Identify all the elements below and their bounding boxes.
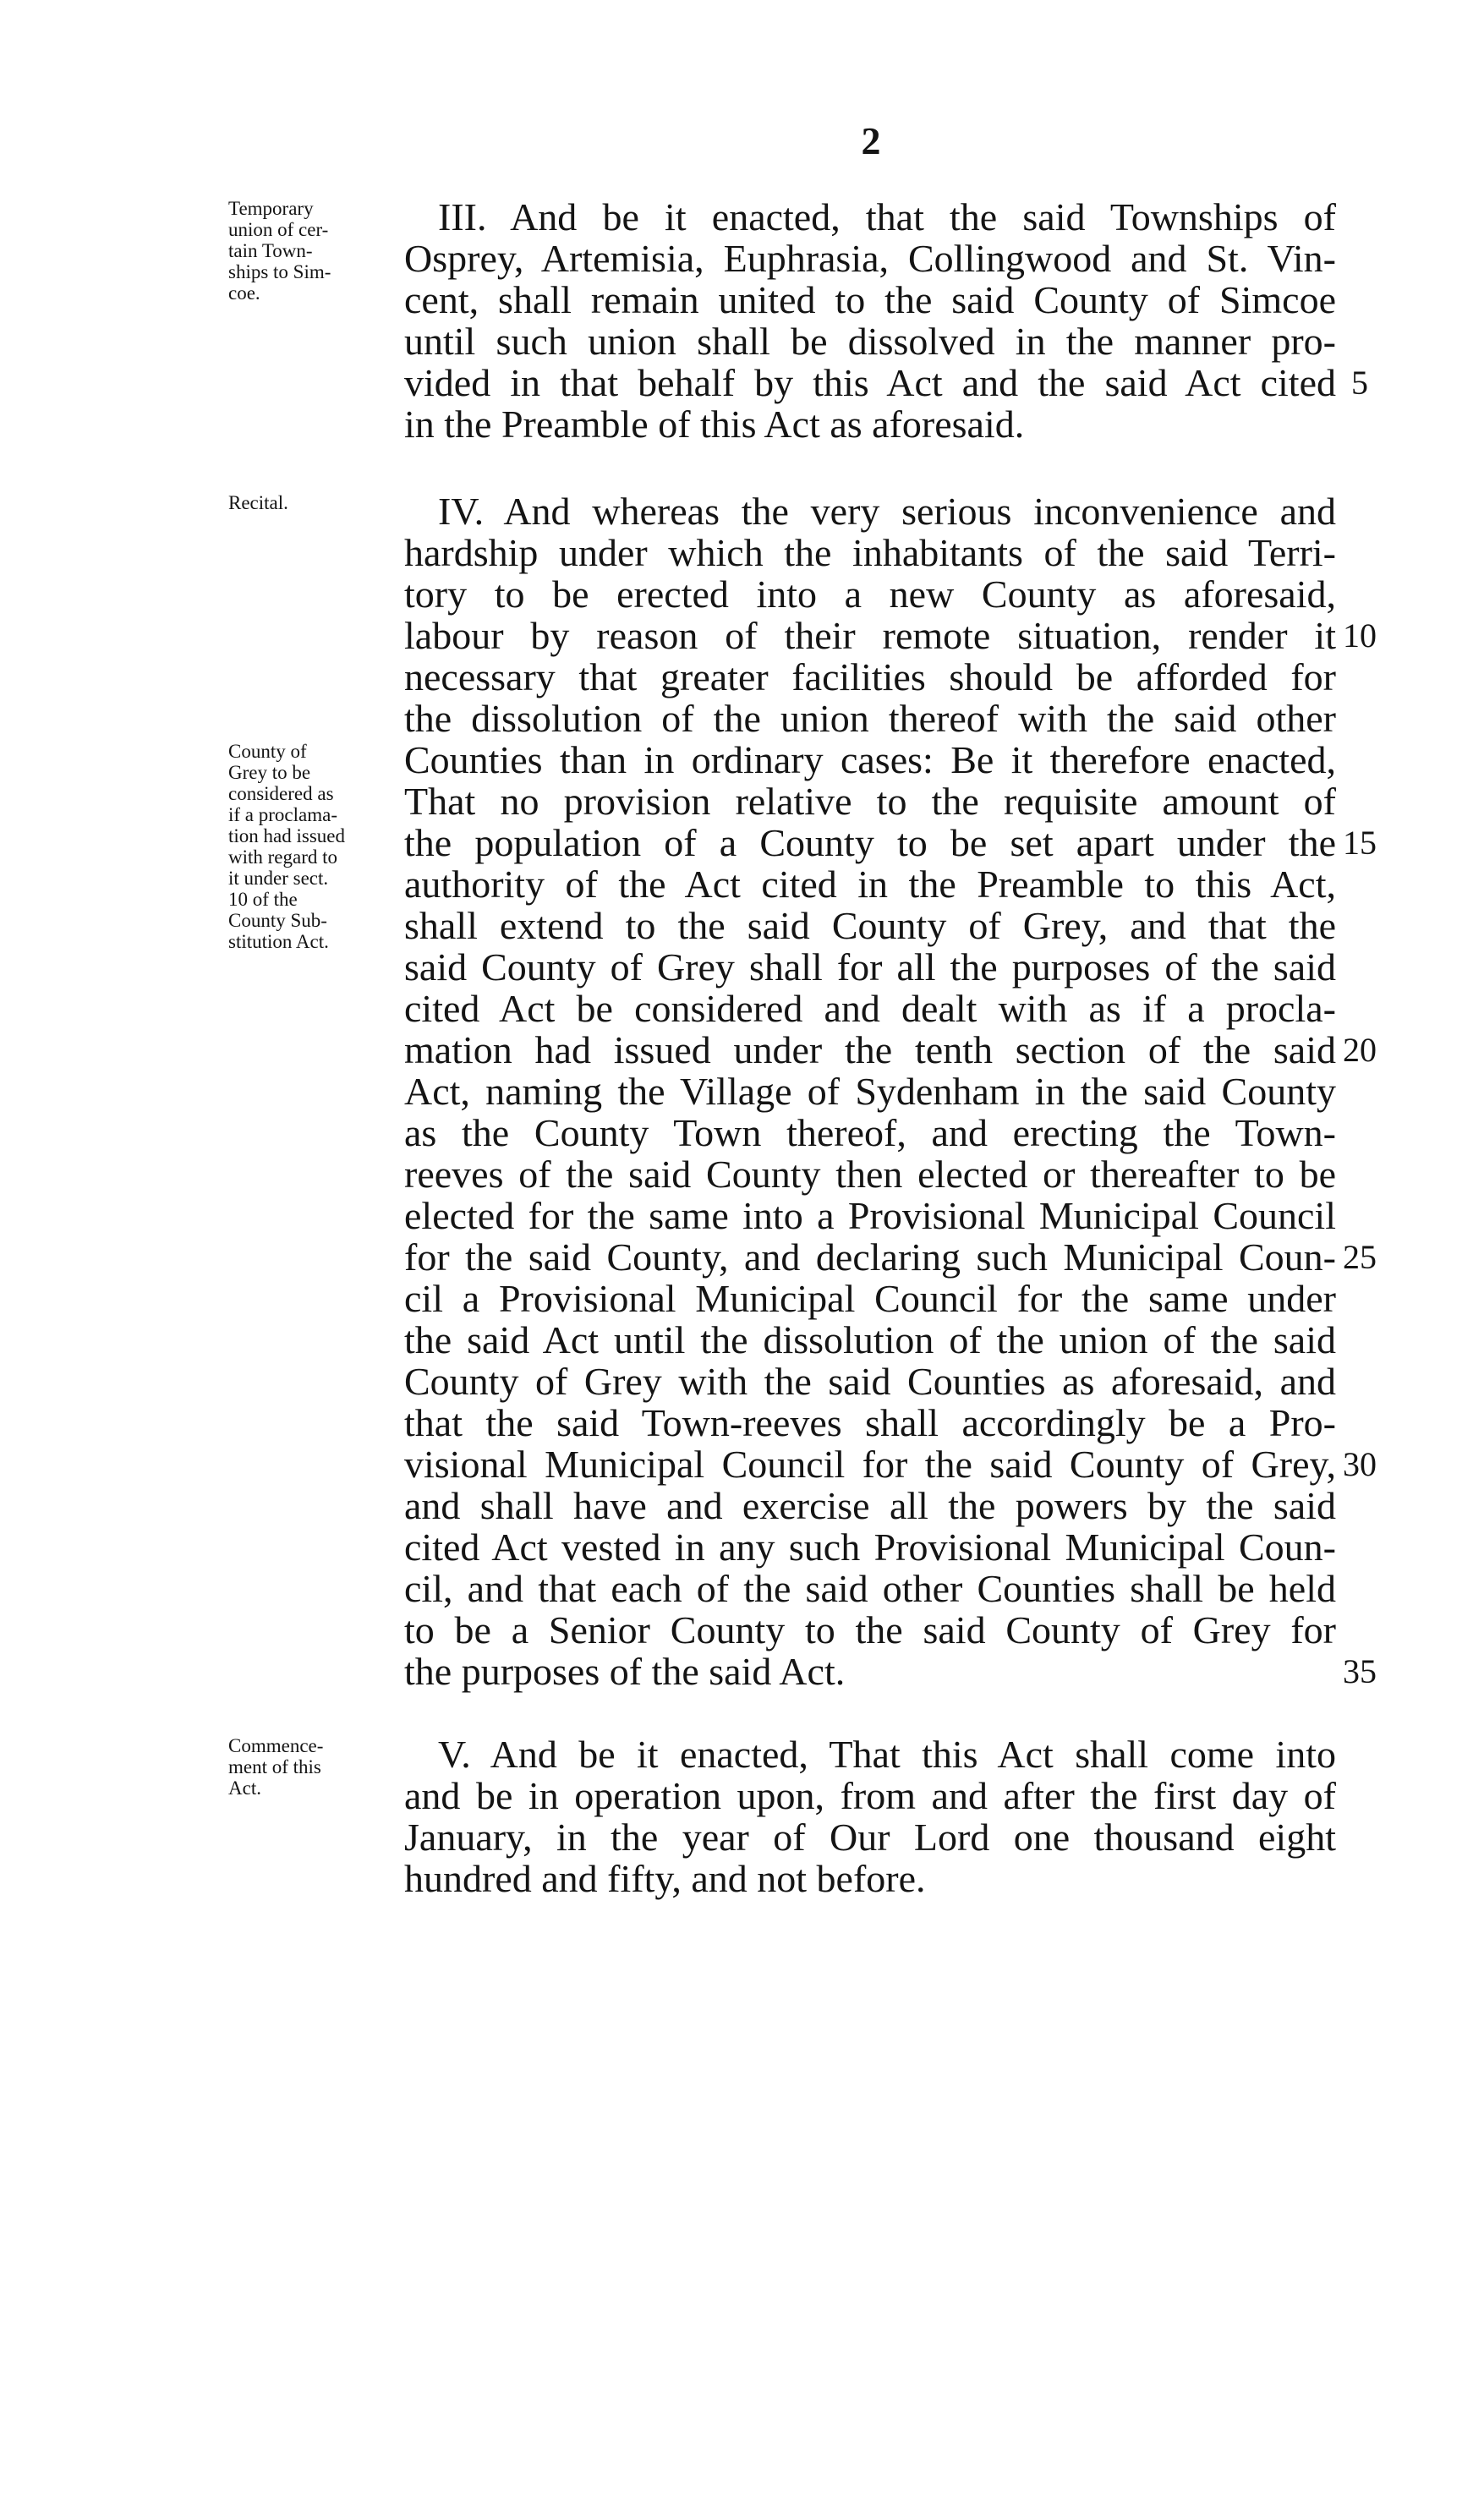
line-text: until such union shall be dissolved in the manner pro- [404, 320, 1336, 363]
line-text: the population of a County to be set apart under the [404, 821, 1336, 864]
text-line [404, 946, 1336, 988]
line-text: hundred and fifty, and not before. [404, 1857, 926, 1900]
line-text: the dissolution of the union thereof with the said other [404, 697, 1336, 740]
line-text: in the Preamble of this Act as aforesaid. [404, 403, 1025, 446]
text-line [404, 1235, 1377, 1279]
line-text: to be a Senior County to the said County of Grey for [404, 1608, 1336, 1651]
margin-note-line: County Sub- [228, 910, 327, 931]
margin-note-line: 10 of the [228, 889, 298, 910]
line-number: 20 [1343, 1031, 1377, 1069]
line-text: Counties than in ordinary cases: Be it therefore enacted, [404, 738, 1336, 781]
margin-note-line: it under sect. [228, 868, 329, 889]
line-text: shall extend to the said County of Grey, and that the [404, 904, 1336, 947]
text-line [404, 1071, 1336, 1112]
line-text: cil a Provisional Municipal Council for the same under [404, 1277, 1336, 1320]
line-text: visional Municipal Council for the said County of Grey, [404, 1443, 1336, 1486]
text-line [404, 1112, 1336, 1153]
text-line [404, 1858, 1336, 1899]
text-line [404, 656, 1336, 698]
text-line [404, 1153, 1336, 1195]
margin-note-line: if a proclama- [228, 804, 337, 825]
text-line [404, 1650, 1377, 1693]
line-text: and shall have and exercise all the powers by the said [404, 1484, 1336, 1527]
line-text: cited Act be considered and dealt with as if a procla- [404, 987, 1336, 1030]
line-text: cent, shall remain united to the said County of Simcoe [404, 278, 1336, 321]
section-v-paragraph [404, 1733, 1336, 1899]
text-line [404, 361, 1368, 404]
margin-note-county-of-grey [228, 741, 381, 952]
text-line [404, 1361, 1336, 1402]
line-text: reeves of the said County then elected or thereafter to be [404, 1153, 1336, 1196]
line-text: January, in the year of Our Lord one thousand eight [404, 1816, 1336, 1859]
text-line [404, 238, 1336, 279]
line-number: 10 [1343, 616, 1377, 655]
margin-note-line: union of cer- [228, 219, 329, 240]
text-line [404, 739, 1336, 780]
margin-note-line: County of [228, 741, 307, 762]
line-text: Act, naming the Village of Sydenham in the said County [404, 1070, 1336, 1113]
line-text: Osprey, Artemisia, Euphrasia, Collingwood and St. Vin- [404, 237, 1336, 280]
margin-note-line: Grey to be [228, 762, 311, 783]
line-text: tory to be erected into a new County as aforesaid, [404, 572, 1336, 616]
margin-note-commencement [228, 1735, 381, 1799]
line-text: County of Grey with the said Counties as aforesaid, and [404, 1360, 1336, 1403]
line-text: that the said Town-reeves shall accordingly be a Pro- [404, 1401, 1336, 1444]
margin-note-temporary-union [228, 198, 381, 304]
text-line [404, 490, 1336, 532]
margin-note-line: coe. [228, 282, 260, 304]
margin-note-line: with regard to [228, 846, 338, 868]
line-text: mation had issued under the tenth section of the said [404, 1028, 1336, 1071]
text-line [404, 821, 1377, 864]
text-line [404, 1485, 1336, 1526]
margin-note-line: Commence- [228, 1735, 324, 1756]
text-line [404, 320, 1336, 362]
text-line [404, 1278, 1336, 1319]
margin-note-line: tion had issued [228, 825, 345, 846]
text-line [404, 1443, 1377, 1486]
text-line [404, 1609, 1336, 1651]
page-number: 2 [861, 119, 881, 162]
text-line [404, 1195, 1336, 1236]
line-text: That no provision relative to the requisite amount of [404, 780, 1336, 823]
text-line [404, 1568, 1336, 1609]
margin-note-line: tain Town- [228, 240, 313, 261]
line-number: 35 [1343, 1652, 1377, 1690]
line-text: for the said County, and declaring such Municipal Coun- [404, 1235, 1336, 1279]
margin-note-recital [228, 492, 381, 513]
line-text: and be in operation upon, from and after the first day of [404, 1774, 1336, 1817]
margin-note-line: ment of this [228, 1756, 321, 1777]
line-text: necessary that greater facilities should be afforded for [404, 655, 1336, 698]
line-text: elected for the same into a Provisional Municipal Council [404, 1194, 1336, 1237]
line-text: cil, and that each of the said other Counties shall be held [404, 1567, 1336, 1610]
text-line [404, 1775, 1336, 1816]
margin-note-line: stitution Act. [228, 931, 329, 952]
text-line [404, 196, 1336, 238]
line-text: IV. And whereas the very serious inconvenience and [438, 490, 1336, 533]
text-line [404, 1733, 1336, 1775]
line-text: V. And be it enacted, That this Act shall come into [438, 1733, 1336, 1776]
section-iv-paragraph [404, 490, 1377, 1693]
line-number: 25 [1343, 1238, 1377, 1276]
margin-note-line: considered as [228, 783, 334, 804]
section-iii-paragraph [404, 195, 1368, 446]
text-line [404, 1028, 1377, 1071]
line-text: cited Act vested in any such Provisional Municipal Coun- [404, 1525, 1336, 1569]
margin-note-line: ships to Sim- [228, 261, 331, 282]
text-line [404, 1319, 1336, 1361]
text-line [404, 403, 1336, 445]
text-line [404, 1816, 1336, 1858]
text-line [404, 988, 1336, 1029]
text-line [404, 532, 1336, 573]
margin-note-line: Act. [228, 1777, 261, 1799]
line-number: 30 [1343, 1445, 1377, 1483]
text-line [404, 1526, 1336, 1568]
line-text: authority of the Act cited in the Preamble to this Act, [404, 863, 1336, 906]
line-text: as the County Town thereof, and erecting the Town- [404, 1111, 1336, 1154]
text-line [404, 698, 1336, 739]
text-line [404, 573, 1336, 615]
text-line [404, 863, 1336, 905]
line-text: said County of Grey shall for all the purposes of the said [404, 945, 1336, 989]
line-text: hardship under which the inhabitants of the said Terri- [404, 531, 1336, 574]
text-line [404, 780, 1336, 822]
text-line [404, 279, 1336, 320]
text-line [404, 614, 1377, 657]
line-text: III. And be it enacted, that the said Townships of [438, 195, 1336, 238]
line-text: vided in that behalf by this Act and the said Act cited [404, 361, 1336, 404]
text-line [404, 905, 1336, 946]
margin-note-line: Recital. [228, 492, 288, 513]
line-text: the said Act until the dissolution of the union of the said [404, 1318, 1336, 1361]
line-text: the purposes of the said Act. [404, 1650, 846, 1693]
text-line [404, 1402, 1336, 1443]
margin-note-line: Temporary [228, 198, 314, 219]
line-text: labour by reason of their remote situation, render it [404, 614, 1336, 657]
line-number: 5 [1351, 364, 1368, 402]
line-number: 15 [1343, 824, 1377, 862]
